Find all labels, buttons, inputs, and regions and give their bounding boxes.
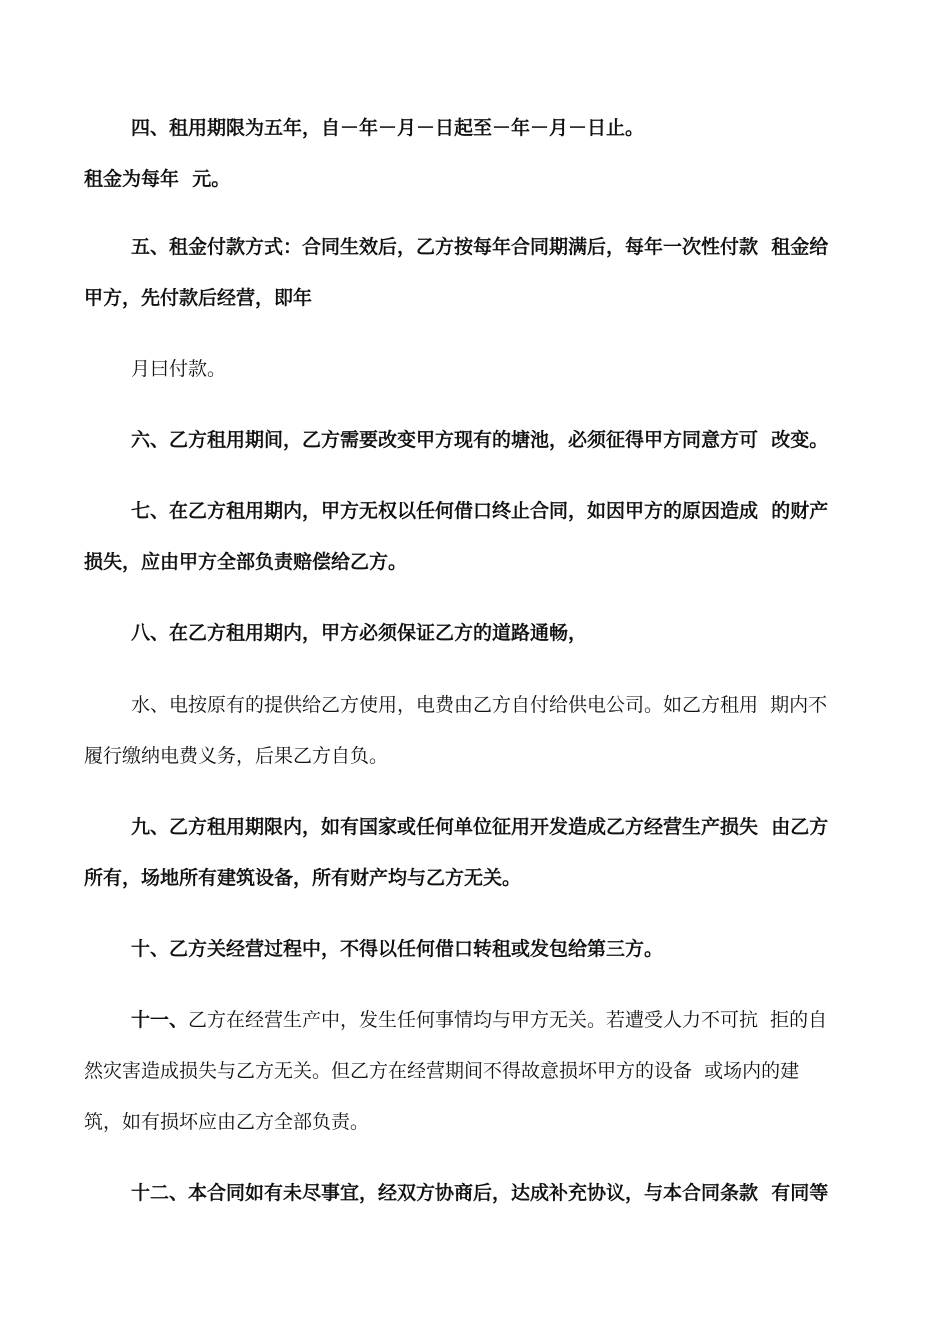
clause-11-line-3: 筑，如有损坏应由乙方全部负责。 — [84, 1111, 370, 1133]
clause-9-line-1: 九、乙方租用期限内，如有国家或任何单位征用开发造成乙方经营生产损失 由乙方 — [131, 816, 829, 838]
clause-11-number: 十一、 — [131, 1009, 189, 1031]
clause-5-line-1: 五、租金付款方式：合同生效后，乙方按每年合同期满后，每年一次性付款 租金给 — [131, 236, 829, 258]
clause-6-line-1: 六、乙方租用期间，乙方需要改变甲方现有的塘池，必须征得甲方同意方可 改变。 — [131, 429, 829, 451]
clause-7-line-1: 七、在乙方租用期内，甲方无权以任何借口终止合同，如因甲方的原因造成 的财产 — [131, 500, 829, 522]
clause-5-line-2: 甲方，先付款后经营，即年 — [84, 287, 313, 309]
clause-8-line-1: 八、在乙方租用期内，甲方必须保证乙方的道路通畅， — [131, 622, 588, 644]
clause-8-line-3: 履行缴纳电费义务，后果乙方自负。 — [84, 745, 389, 767]
clause-8-line-2: 水、电按原有的提供给乙方使用，电费由乙方自付给供电公司。如乙方租用 期内不 — [131, 694, 828, 716]
clause-9-line-2: 所有，场地所有建筑设备，所有财产均与乙方无关。 — [84, 867, 522, 889]
clause-7-line-2: 损失，应由甲方全部负责赔偿给乙方。 — [84, 551, 408, 573]
clause-4-line-1: 四、租用期限为五年，自－年－月－日起至－年－月－日止。 — [131, 117, 645, 139]
clause-11-text: 乙方在经营生产中，发生任何事情均与甲方无关。若遭受人力不可抗 拒的自 — [188, 1009, 828, 1031]
clause-5-line-3: 月曰付款。 — [131, 358, 227, 380]
clause-11-line-1 — [131, 1007, 827, 1033]
clause-11-line-2: 然灾害造成损失与乙方无关。但乙方在经营期间不得故意损坏甲方的设备 或场内的建 — [84, 1060, 800, 1082]
clause-12-line-1: 十二、本合同如有未尽事宜，经双方协商后，达成补充协议，与本合同条款 有同等 — [131, 1182, 829, 1204]
clause-4-line-2: 租金为每年 元。 — [84, 168, 231, 190]
clause-10-line-1: 十、乙方关经营过程中，不得以任何借口转租或发包给第三方。 — [131, 938, 664, 960]
